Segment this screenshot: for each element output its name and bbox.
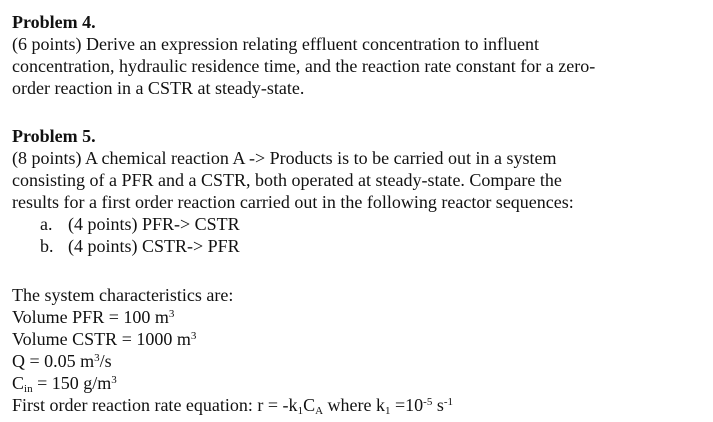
problem-4-line-2: concentration, hydraulic residence time, and the reaction rate constant for a zero- bbox=[12, 56, 596, 76]
list-text-a: (4 points) PFR-> CSTR bbox=[68, 214, 240, 234]
problem-5 bbox=[12, 125, 703, 257]
problem-4-heading: Problem 4. bbox=[12, 12, 96, 32]
flow-rate: Q = 0.05 $m^3/s$ bbox=[12, 351, 112, 371]
problem-5-heading: Problem 5. bbox=[12, 126, 96, 146]
system-characteristics bbox=[12, 284, 703, 416]
volume-pfr: Volume PFR = 100 $m^3$ bbox=[12, 307, 175, 327]
influent-concentration: $C_{in} = 150$ $g/m^3$ bbox=[12, 373, 117, 395]
list-marker-b: b. bbox=[40, 236, 54, 256]
problem-5-line-3: results for a first order reaction carried out in the following reactor sequences: bbox=[12, 192, 574, 212]
problem-5-line-2: consisting of a PFR and a CSTR, both operated at steady-state. Compare the bbox=[12, 170, 562, 190]
list-text-b: (4 points) CSTR-> PFR bbox=[68, 236, 240, 256]
problem-4-line-3: order reaction in a CSTR at steady-state. bbox=[12, 78, 305, 98]
list-item-a bbox=[12, 213, 703, 235]
problem-4 bbox=[12, 11, 703, 99]
volume-cstr: Volume CSTR = 1000 $m^3$ bbox=[12, 329, 197, 349]
characteristics-intro: The system characteristics are: bbox=[12, 285, 234, 305]
list-marker-a: a. bbox=[40, 214, 53, 234]
list-item-b bbox=[12, 235, 703, 257]
problem-5-line-1: (8 points) A chemical reaction A -> Products is to be carried out in a system bbox=[12, 148, 557, 168]
problem-4-line-1: (6 points) Derive an expression relating effluent concentration to influent bbox=[12, 34, 540, 54]
rate-equation: First order reaction rate equation: $r = -k_1C_A$ where $k_1 =10^{-5}$ $s^{-1}$ bbox=[12, 395, 454, 417]
